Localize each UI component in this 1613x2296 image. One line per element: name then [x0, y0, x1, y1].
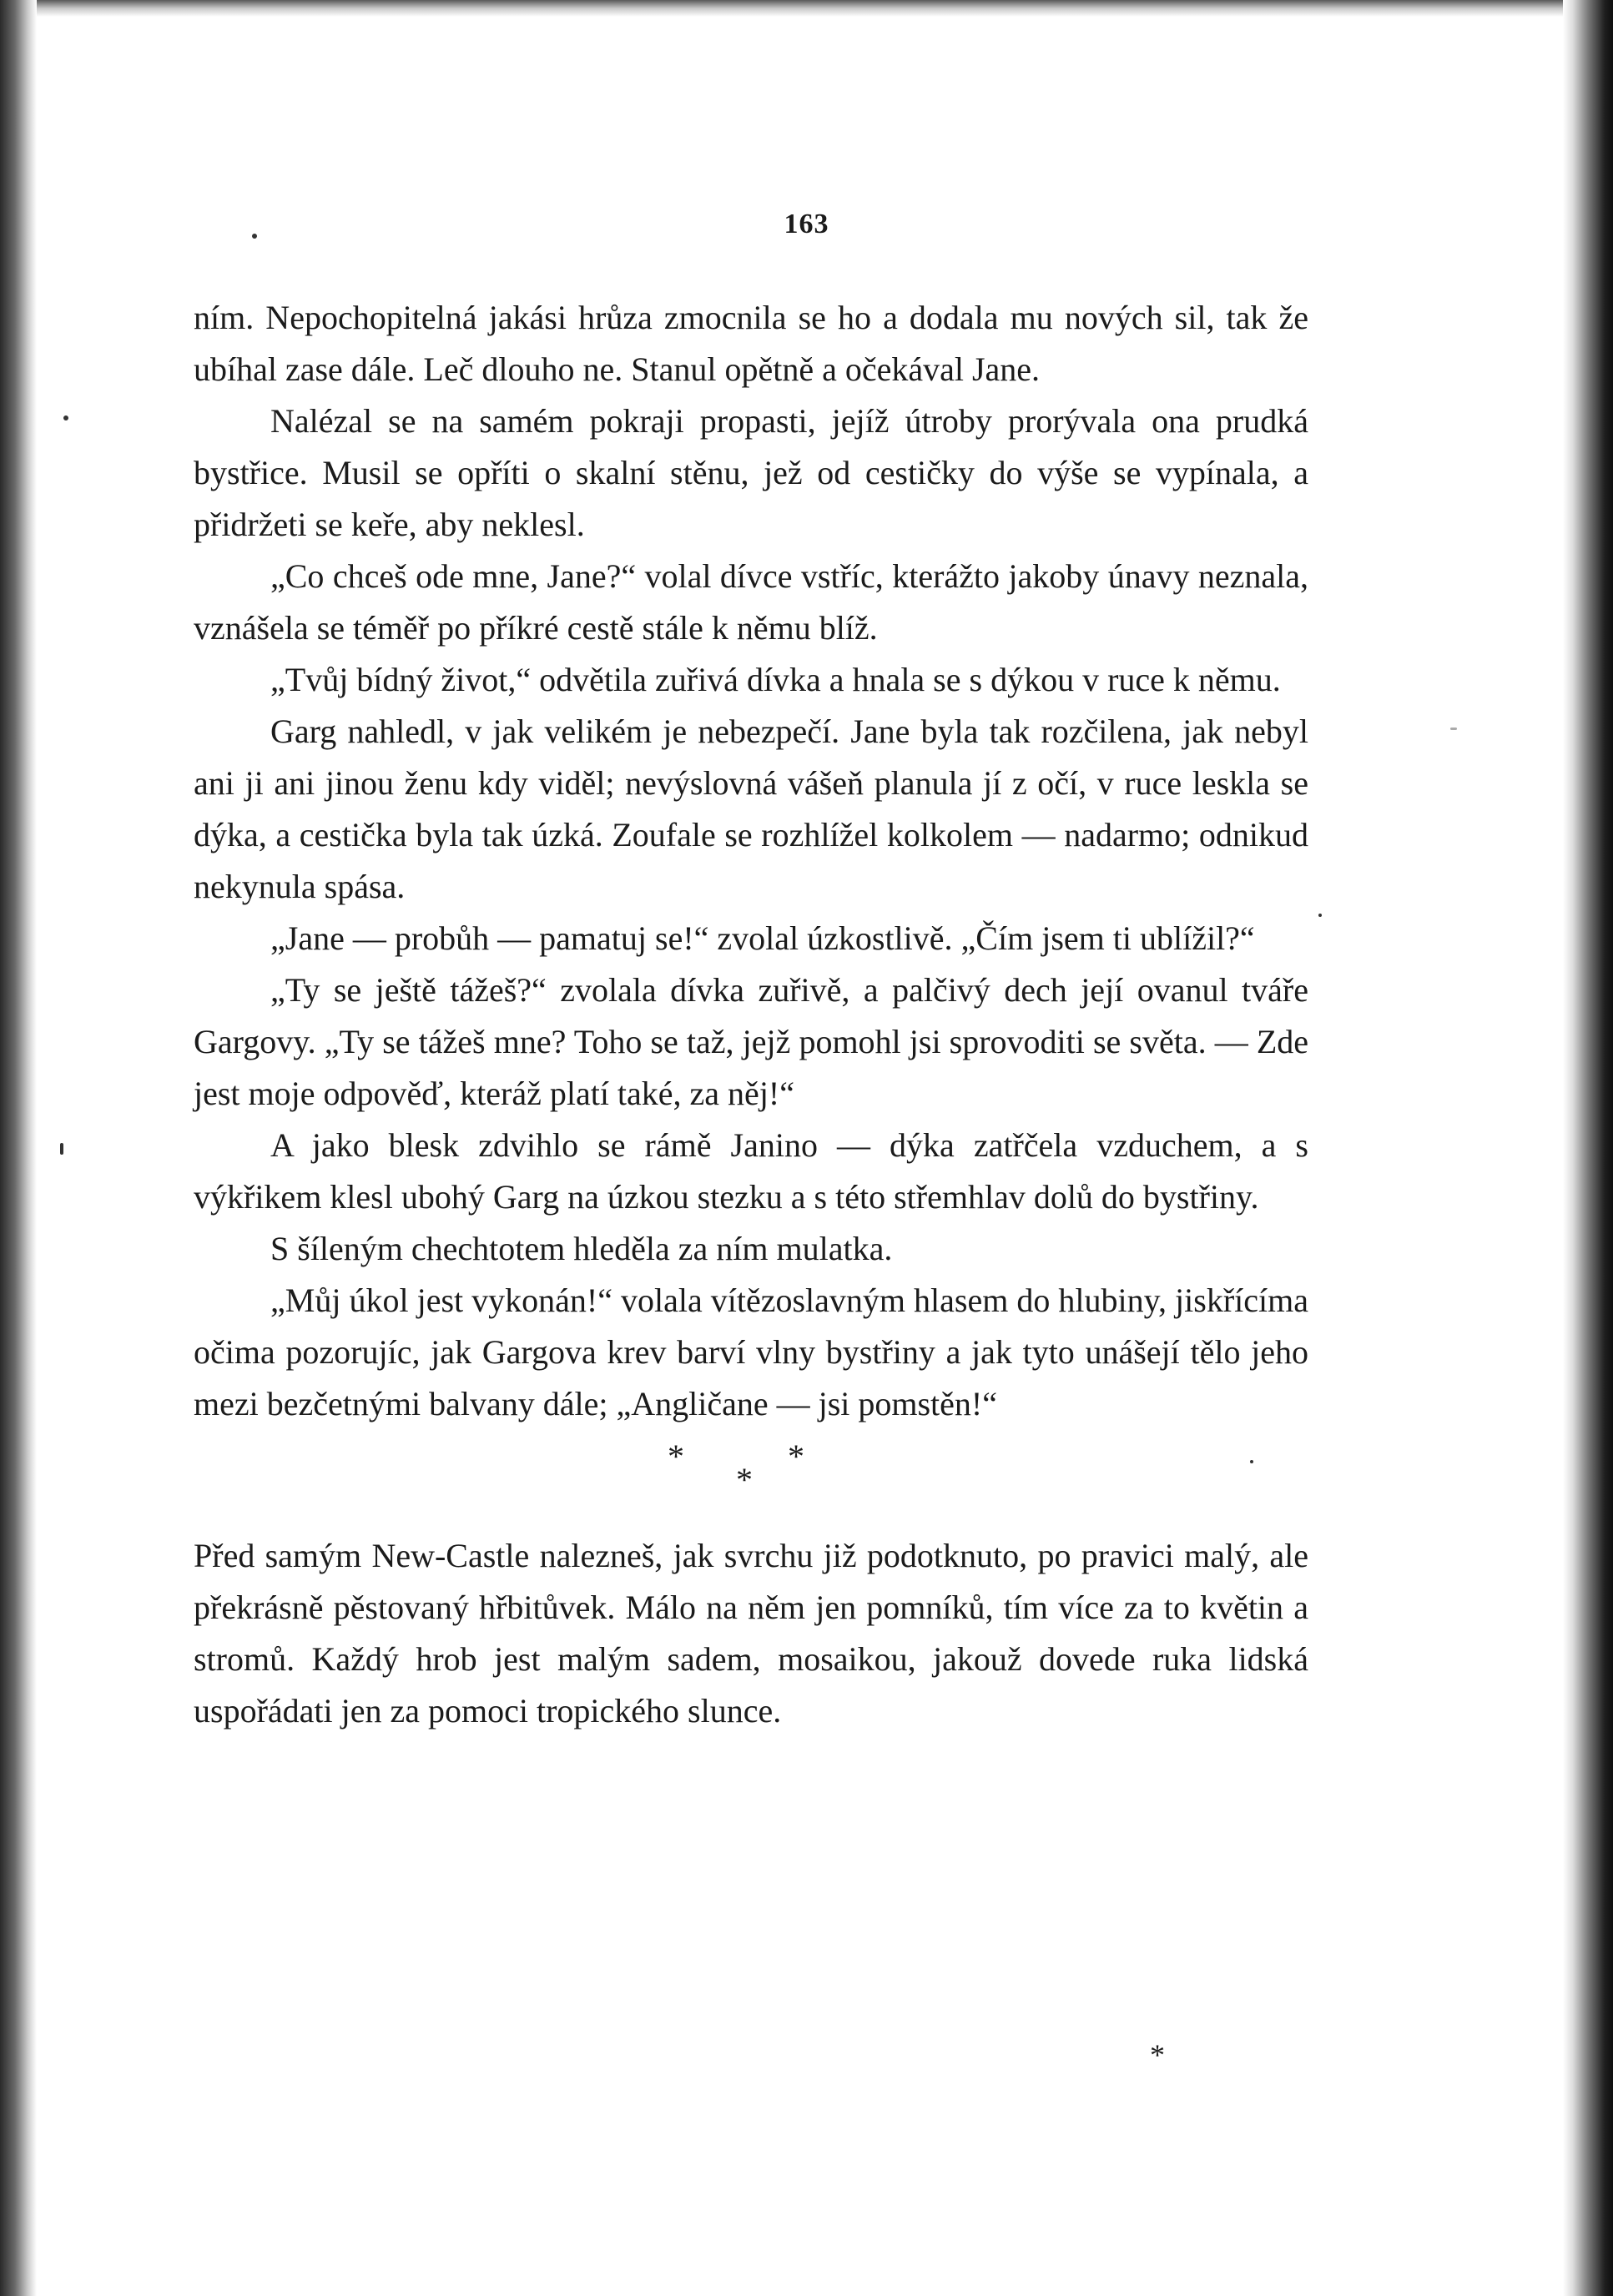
print-speck	[1450, 728, 1457, 730]
paragraph: „Tvůj bídný život,“ odvětila zuřivá dívka a hnala se s dýkou v ruce k němu.	[270, 661, 1281, 698]
text-body	[194, 292, 1308, 1737]
footer-mark: *	[1150, 2038, 1165, 2072]
scan-right-edge	[1563, 0, 1613, 2296]
paragraph: ním. Nepochopitelná jakási hrůza zmocnila se ho a dodala mu nových sil, tak že ubíhal zase dále. Leč dlouho ne. Stanul opětně a očekával Jane.	[194, 299, 1308, 388]
scan-top-edge	[0, 0, 1613, 17]
page-number: 163	[784, 209, 829, 239]
paragraph: Nalézal se na samém pokraji propasti, jejíž útroby prorývala ona prudká bystřice. Musil se opříti o skalní stěnu, jež od cestičky do výše se vypínala, a přidržeti se keře, aby neklesl.	[194, 402, 1308, 543]
paragraph: Před samým New-Castle nalezneš, jak svrchu již podotknuto, po pravici malý, ale překrásně pěstovaný hřbitůvek. Málo na něm jen pomníků, tím více za to květin a stromů. Každý hrob jest malým sadem, mosaikou, jakouž dovede ruka lidská uspořádati jen za pomoci tropického slunce.	[194, 1537, 1308, 1730]
asterisk-mark: *	[736, 1461, 753, 1498]
print-speck	[1318, 914, 1322, 917]
asterisk-mark: *	[788, 1438, 804, 1475]
paragraph: „Co chceš ode mne, Jane?“ volal dívce vstříc, kterážto jakoby únavy neznala, vznášela se téměř po příkré cestě stále k němu blíž.	[194, 557, 1308, 647]
asterisk-mark: *	[668, 1438, 684, 1475]
paragraph: „Jane — probůh — pamatuj se!“ zvolal úzkostlivě. „Čím jsem ti ublížil?“	[270, 919, 1255, 957]
paragraph: S šíleným chechtotem hleděla za ním mulatka.	[270, 1230, 893, 1267]
print-speck	[63, 415, 68, 420]
section-separator	[194, 1430, 1308, 1530]
paragraph: „Ty se ještě tážeš?“ zvolala dívka zuřivě, a palčivý dech její ovanul tváře Gargovy. „Ty se tážeš mne? Toho se taž, jejž pomohl jsi sprovoditi se světa. — Zde jest moje odpověď, kteráž platí také, za něj!“	[194, 971, 1308, 1112]
print-speck	[60, 1143, 63, 1155]
paragraph: A jako blesk zdvihlo se rámě Janino — dýka zatřčela vzduchem, a s výkřikem klesl ubohý Garg na úzkou stezku a s této střemhlav dolů do bystřiny.	[194, 1126, 1308, 1216]
paragraph: Garg nahledl, v jak velikém je nebezpečí. Jane byla tak rozčilena, jak nebyl ani ji ani jinou ženu kdy viděl; nevýslovná vášeň planula jí z očí, v ruce leskla se dýka, a cestička byla tak úzká. Zoufale se rozhlížel kolkolem — nadarmo; odnikud nekynula spása.	[194, 712, 1308, 905]
scan-left-edge	[0, 0, 37, 2296]
paragraph: „Můj úkol jest vykonán!“ volala vítězoslavným hlasem do hlubiny, jiskřícíma očima pozorujíc, jak Gargova krev barví vlny bystřiny a jak tyto unášejí tělo jeho mezi bezčetnými balvany dále; „Angličane — jsi pomstěn!“	[194, 1281, 1308, 1422]
